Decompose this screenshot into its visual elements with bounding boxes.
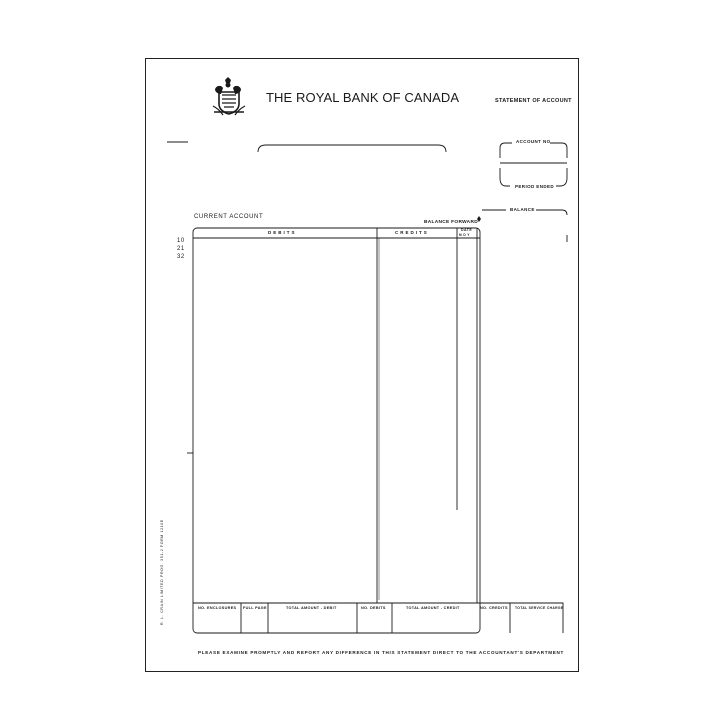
footer-note: PLEASE EXAMINE PROMPTLY AND REPORT ANY DIFFERENCE IN THIS STATEMENT DIRECT TO THE ACCOUNTANT'S DEPARTMENT [198,650,565,655]
balance-forward-label: BALANCE FORWARD [424,220,478,225]
balance-label: BALANCE [510,207,535,212]
period-ended-label: PERIOD ENDED [515,184,555,189]
total-debit-field: TOTAL AMOUNT - DEBIT [286,606,337,610]
date-subheader: M D Y [459,233,470,237]
date-header: DATE [461,228,473,232]
no-credits-field: NO. CREDITS [480,606,508,610]
full-page-field: FULL PAGE [243,606,267,610]
statement-title: STATEMENT OF ACCOUNT [495,98,572,104]
total-service-charge-field: TOTAL SERVICE CHARGE [515,606,564,610]
account-no-label: ACCOUNT NO [516,139,551,144]
printer-code: R. L. CRAIN LIMITED PROG. 351-2 FORM 1210E [160,519,164,625]
debits-header: DEBITS [268,230,297,235]
code-item: 10 [177,238,185,244]
current-account-label: CURRENT ACCOUNT [194,214,264,220]
no-enclosures-field: NO. ENCLOSURES [198,606,237,610]
bank-name: THE ROYAL BANK OF CANADA [266,90,460,105]
transaction-codes [177,237,185,261]
no-debits-field: NO. DEBITS [361,606,386,610]
code-item: 32 [177,254,185,260]
code-item: 21 [177,246,185,252]
credits-header: CREDITS [395,230,429,235]
total-credit-field: TOTAL AMOUNT - CREDIT [406,606,460,610]
